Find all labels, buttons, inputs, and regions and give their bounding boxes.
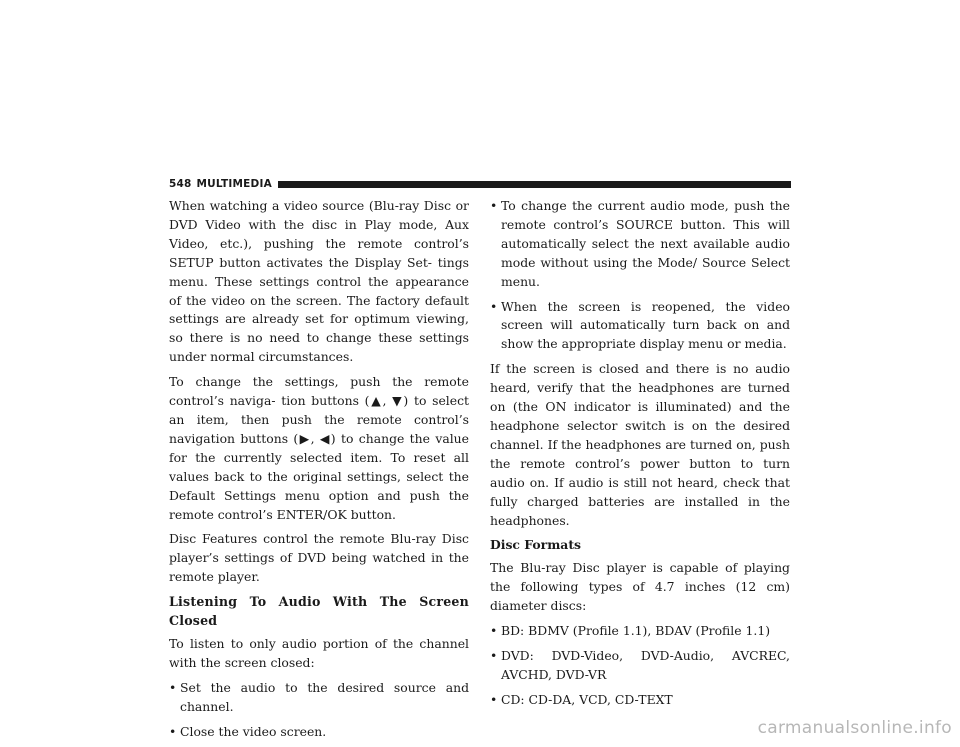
bullet-glyph: • — [490, 298, 498, 314]
list-item: • DVD: DVD-Video, DVD-Audio, AVCREC, AVCHD, DVD-VR — [490, 647, 790, 682]
list-item: • BD: BDMV (Profile 1.1), BDAV (Profile 1.1) — [490, 622, 790, 641]
right-column — [490, 197, 790, 716]
list-item: • CD: CD-DA, VCD, CD-TEXT — [490, 691, 790, 710]
left-bullet-list — [169, 679, 469, 742]
list-item: • To change the current audio mode, push the remote control’s SOURCE button. This will automatically select the next available audio mode without using the Mode/ Source Select menu. — [490, 198, 790, 289]
change-settings-paragraph: To change the settings, push the remote control’s naviga- tion buttons (▲, ▼) to select an item, then push the remote control’s navigation buttons (▶, ◀) to change the value for the currently selected item. To reset all values back to the original settings, select the Default Settings menu option and push the remote control’s ENTER/OK button. — [169, 374, 469, 522]
bullet-glyph: • — [490, 623, 498, 639]
no-audio-paragraph: If the screen is closed and there is no audio heard, verify that the headphones are turned on (the ON indicator is illuminated) and the headphone selector switch is on the desired channel. If the headphones are turned on, push the remote control’s power button to turn audio on. If audio is still not heard, check that fully charged batteries are installed in the headphones. — [490, 361, 790, 528]
section-title: MULTIMEDIA — [196, 178, 272, 190]
watermark: carmanualsonline.info — [757, 718, 952, 738]
right-top-bullet-list — [490, 197, 790, 354]
disc-formats-heading: Disc Formats — [490, 537, 582, 553]
bullet-glyph: • — [490, 647, 498, 663]
left-column — [169, 197, 469, 747]
listen-audio-paragraph: To listen to only audio portion of the channel with the screen closed: — [169, 635, 469, 670]
listening-audio-heading: Listening To Audio With The Screen Closed — [169, 594, 469, 629]
header-rule — [278, 181, 791, 188]
bullet-glyph: • — [490, 198, 498, 213]
list-item: • Set the audio to the desired source and channel. — [169, 679, 469, 714]
list-item: • When the screen is reopened, the video screen will automatically turn back on and show the appropriate display menu or media. — [490, 298, 790, 352]
bullet-glyph: • — [169, 723, 177, 739]
page-header — [169, 177, 791, 191]
page-number: 548 — [169, 178, 192, 190]
bullet-glyph: • — [490, 691, 498, 707]
bullet-glyph: • — [169, 679, 177, 695]
display-settings-paragraph: When watching a video source (Blu-ray Disc or DVD Video with the disc in Play mode, Aux Video, etc.), pushing the remote control’s SETUP button activates the Display Set- tings menu. These settings control the appearance of the video on the screen. The factory default settings are already set for optimum viewing, so there is no need to change these settings under normal circumstances. — [169, 198, 469, 365]
disc-types-paragraph: The Blu-ray Disc player is capable of playing the following types of 4.7 inches (12 cm) diameter discs: — [490, 560, 790, 614]
disc-formats-list — [490, 622, 790, 710]
disc-features-paragraph: Disc Features control the remote Blu-ray Disc player’s settings of DVD being watched in the remote player. — [169, 531, 469, 585]
list-item: • Close the video screen. — [169, 723, 469, 742]
